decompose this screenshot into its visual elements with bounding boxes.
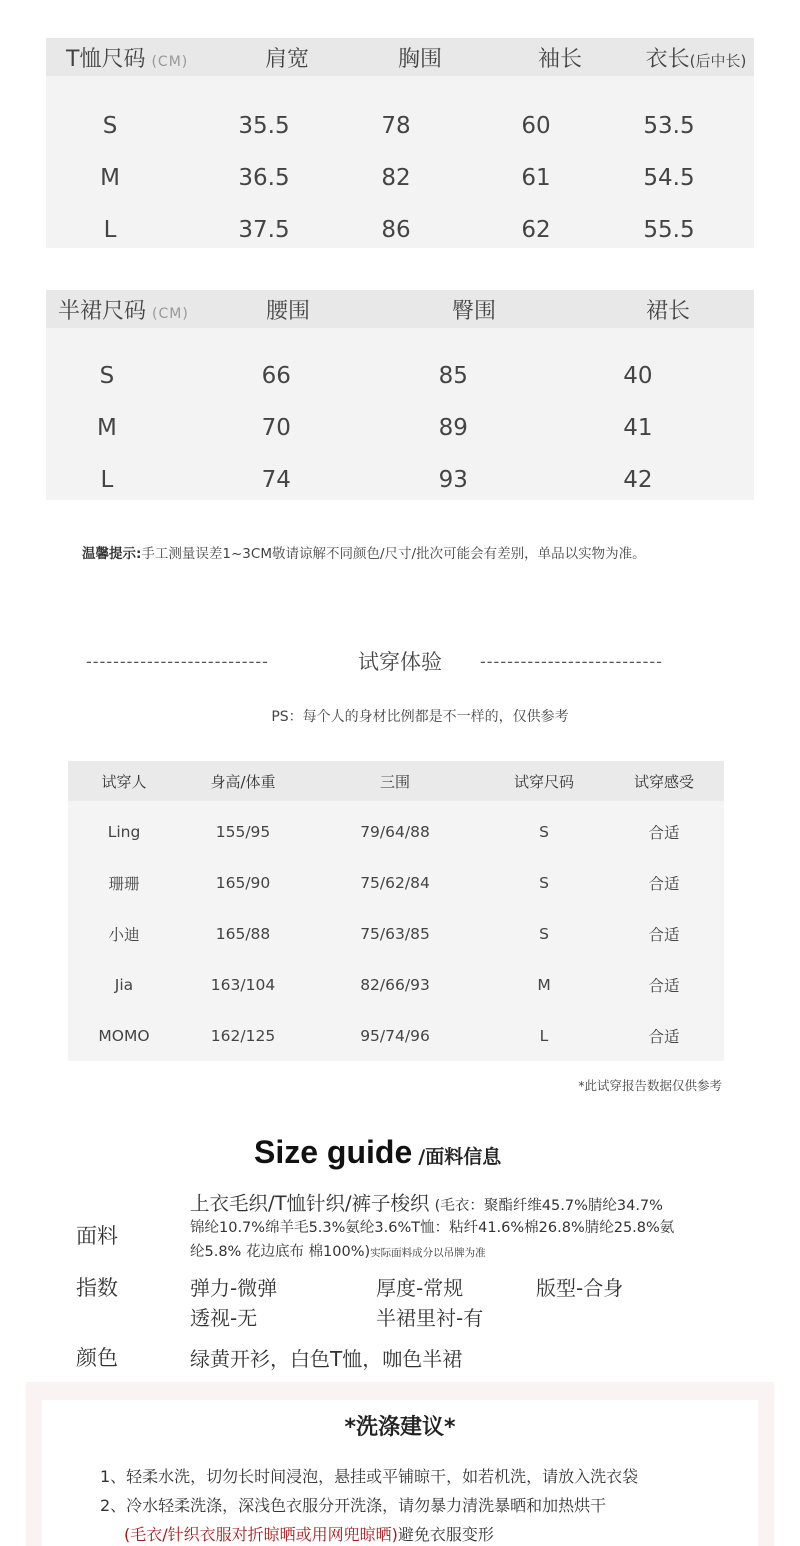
table-cell: 163/104 xyxy=(210,975,276,994)
header-hip: 臀围 xyxy=(451,298,496,324)
header-waist: 腰围 xyxy=(265,298,310,324)
table-cell: 合适 xyxy=(648,1027,680,1046)
table-row xyxy=(68,959,724,1010)
table-cell: Jia xyxy=(114,975,134,994)
index-lining: 半裙里衬-有 xyxy=(376,1306,484,1330)
index-elasticity: 弹力-微弹 xyxy=(190,1276,278,1300)
table-row xyxy=(46,204,754,256)
table-cell: S xyxy=(539,822,549,841)
fabric-line-1 xyxy=(190,1188,663,1216)
trial-table-body xyxy=(68,801,724,1061)
table-cell: 60 xyxy=(521,113,551,139)
table-row xyxy=(68,857,724,908)
table-cell: 85 xyxy=(438,363,468,389)
table-cell: MOMO xyxy=(98,1026,150,1045)
table-cell: 78 xyxy=(381,113,411,139)
size-label: S xyxy=(102,113,118,139)
size-label: S xyxy=(99,363,115,389)
table-cell: 合适 xyxy=(648,874,680,893)
trial-table xyxy=(68,761,724,1061)
skirt-unit: (CM) xyxy=(152,305,189,322)
skirt-title-text: 半裙尺码 xyxy=(58,298,147,324)
skirt-table-body xyxy=(46,328,754,500)
header-height-weight: 身高/体重 xyxy=(210,772,276,791)
header-length xyxy=(638,42,754,73)
size-guide-title: Size guide xyxy=(254,1134,413,1170)
warm-tip-text: 手工测量误差1~3CM敬请谅解不同颜色/尺寸/批次可能会有差别，单品以实物为准。 xyxy=(141,546,646,562)
table-cell: 53.5 xyxy=(643,113,695,139)
divider-right: --------------------------- xyxy=(480,652,663,671)
size-label: M xyxy=(96,415,117,441)
fabric-line-3 xyxy=(190,1240,486,1261)
size-guide-heading xyxy=(254,1134,501,1171)
index-transparency: 透视-无 xyxy=(190,1306,258,1330)
wash-line-1: 1、轻柔水洗，切勿长时间浸泡，悬挂或平铺晾干，如若机洗，请放入洗衣袋 xyxy=(100,1467,639,1486)
table-cell: 54.5 xyxy=(643,165,695,191)
skirt-size-table xyxy=(46,290,754,500)
wash-line-2: 2、冷水轻柔洗涤，深浅色衣服分开洗涤，请勿暴力清洗暴晒和加热烘干 xyxy=(100,1496,607,1515)
trial-ps: PS：每个人的身材比例都是不一样的，仅供参考 xyxy=(271,709,569,725)
table-cell: 162/125 xyxy=(210,1026,276,1045)
table-cell: 37.5 xyxy=(238,217,290,243)
table-cell: S xyxy=(539,873,549,892)
header-feeling: 试穿感受 xyxy=(633,772,694,791)
size-label: L xyxy=(103,217,117,243)
header-tester: 试穿人 xyxy=(101,772,147,791)
table-cell: 合适 xyxy=(648,925,680,944)
color-value: 绿黄开衫，白色T恤，咖色半裙 xyxy=(190,1347,463,1371)
table-cell: 165/90 xyxy=(215,873,271,892)
fabric-line-2: 锦纶10.7%绵羊毛5.3%氨纶3.6%T恤：粘纤41.6%棉26.8%腈纶25.8%氨 xyxy=(190,1220,675,1236)
size-guide-subtitle: /面料信息 xyxy=(418,1146,502,1168)
table-cell: 66 xyxy=(261,363,291,389)
table-row xyxy=(46,454,754,506)
table-cell: 35.5 xyxy=(238,113,290,139)
header-length-suffix: (后中长) xyxy=(689,51,747,70)
table-cell: 70 xyxy=(261,415,291,441)
wash-line-3 xyxy=(124,1522,494,1545)
trial-table-header xyxy=(68,761,724,801)
header-shoulder: 肩宽 xyxy=(264,46,309,72)
header-length-text: 衣长 xyxy=(645,46,690,72)
table-cell: 82 xyxy=(381,165,411,191)
index-thickness: 厚度-常规 xyxy=(376,1276,464,1300)
table-cell: S xyxy=(539,924,549,943)
index-fit: 版型-合身 xyxy=(536,1276,624,1300)
index-label: 指数 xyxy=(76,1276,118,1300)
tshirt-table-title xyxy=(46,42,216,73)
table-row xyxy=(68,908,724,959)
skirt-table-header xyxy=(46,290,754,328)
header-measurements: 三围 xyxy=(379,772,410,791)
size-label: L xyxy=(100,467,114,493)
tshirt-size-table xyxy=(46,38,754,248)
table-row xyxy=(46,152,754,204)
table-cell: 41 xyxy=(623,415,653,441)
table-cell: 合适 xyxy=(648,823,680,842)
fabric-disclaimer: 实际面料成分以吊牌为准 xyxy=(370,1247,486,1259)
table-cell: 155/95 xyxy=(215,822,271,841)
table-cell: M xyxy=(537,975,551,994)
table-cell: 36.5 xyxy=(238,165,290,191)
table-row xyxy=(68,1010,724,1061)
warm-tip-label: 温馨提示: xyxy=(82,546,142,562)
fabric-label: 面料 xyxy=(76,1224,118,1248)
table-cell: 74 xyxy=(261,467,291,493)
table-cell: Ling xyxy=(107,822,141,841)
tshirt-title-text: T恤尺码 xyxy=(66,46,146,72)
table-row xyxy=(68,806,724,857)
table-cell: 55.5 xyxy=(643,217,695,243)
color-label: 颜色 xyxy=(76,1346,118,1370)
warm-tip xyxy=(82,542,646,562)
table-cell: 75/62/84 xyxy=(360,873,430,892)
wash-line-3-rest: 避免衣服变形 xyxy=(397,1525,494,1544)
wash-warning: (毛衣/针织衣服对折晾晒或用网兜晾晒) xyxy=(124,1525,398,1544)
wash-title: *洗涤建议* xyxy=(344,1415,456,1440)
fabric-composition: 纶5.8% 花边底布 棉100%) xyxy=(190,1244,371,1260)
table-cell: L xyxy=(539,1026,549,1045)
fabric-detail: (毛衣：聚酯纤维45.7%腈纶34.7% xyxy=(434,1198,663,1214)
table-row xyxy=(46,100,754,152)
skirt-table-title xyxy=(46,294,218,325)
trial-title: 试穿体验 xyxy=(358,650,442,674)
table-cell: 合适 xyxy=(648,976,680,995)
table-cell: 小迪 xyxy=(108,925,140,944)
divider-left: --------------------------- xyxy=(86,652,269,671)
trial-footnote: *此试穿报告数据仅供参考 xyxy=(578,1078,722,1093)
table-row xyxy=(46,402,754,454)
tshirt-table-body xyxy=(46,76,754,248)
table-cell: 82/66/93 xyxy=(360,975,430,994)
table-cell: 93 xyxy=(438,467,468,493)
tshirt-unit: (CM) xyxy=(151,53,189,70)
table-cell: 61 xyxy=(521,165,551,191)
table-cell: 165/88 xyxy=(215,924,271,943)
table-cell: 89 xyxy=(438,415,468,441)
table-cell: 62 xyxy=(521,217,551,243)
table-cell: 86 xyxy=(381,217,411,243)
table-cell: 42 xyxy=(623,467,653,493)
table-cell: 79/64/88 xyxy=(360,822,430,841)
table-cell: 75/63/85 xyxy=(360,924,430,943)
header-skirt-length: 裙长 xyxy=(645,298,690,324)
tshirt-table-header xyxy=(46,38,754,76)
header-trial-size: 试穿尺码 xyxy=(513,772,574,791)
header-chest: 胸围 xyxy=(397,46,442,72)
table-cell: 95/74/96 xyxy=(360,1026,430,1045)
table-cell: 珊珊 xyxy=(108,874,140,893)
table-row xyxy=(46,350,754,402)
fabric-main: 上衣毛织/T恤针织/裤子梭织 xyxy=(190,1192,430,1215)
size-label: M xyxy=(100,165,120,191)
header-sleeve: 袖长 xyxy=(537,46,582,72)
table-cell: 40 xyxy=(623,363,653,389)
